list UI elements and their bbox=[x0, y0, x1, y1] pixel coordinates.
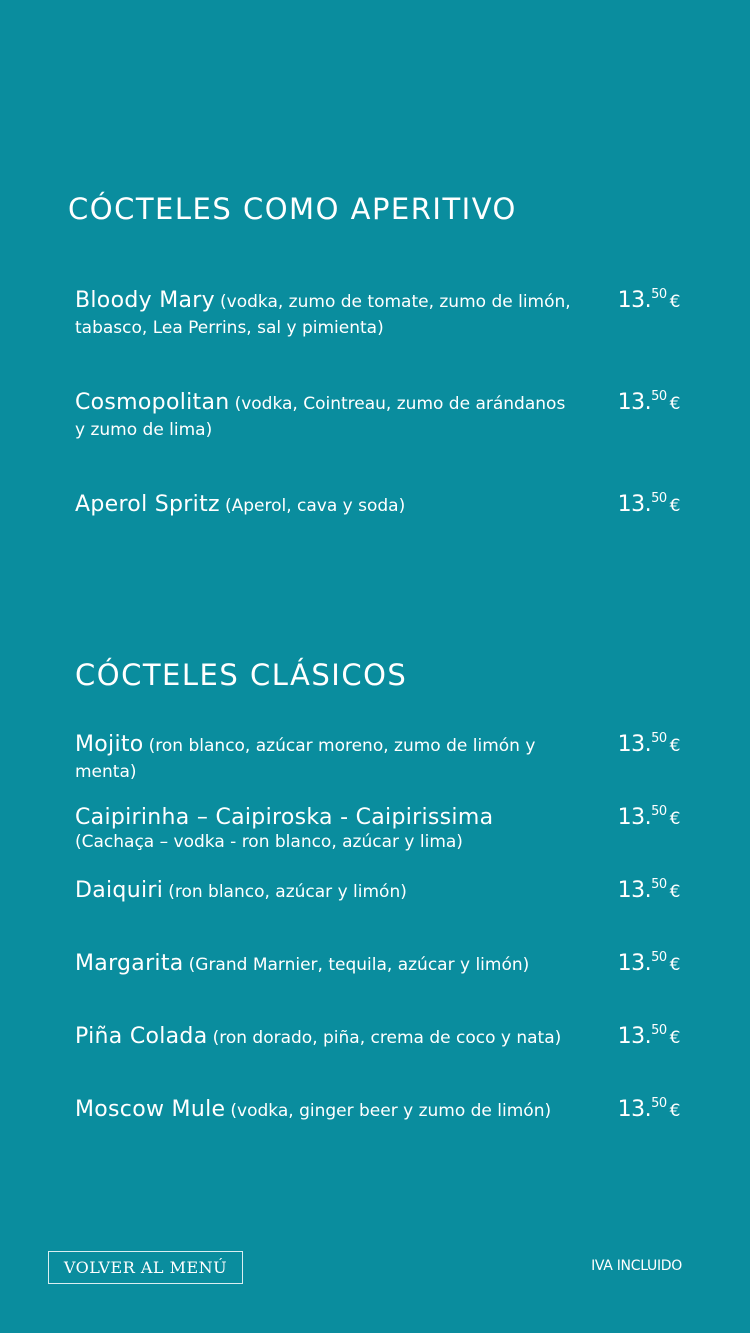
item-name: Moscow Mule bbox=[75, 1097, 226, 1122]
item-price: 13.50 € bbox=[617, 287, 680, 313]
item-text bbox=[75, 951, 595, 978]
section-title-clasicos: CÓCTELES CLÁSICOS bbox=[75, 658, 408, 692]
item-price: 13.50 € bbox=[617, 389, 680, 415]
item-text bbox=[75, 390, 575, 443]
section-title-aperitivo: CÓCTELES COMO APERITIVO bbox=[68, 192, 517, 226]
item-description: (ron dorado, piña, crema de coco y nata) bbox=[212, 1028, 562, 1048]
menu-item-bloody-mary bbox=[75, 288, 680, 341]
item-name: Margarita bbox=[75, 951, 184, 976]
item-text bbox=[75, 732, 575, 785]
menu-item-moscow-mule bbox=[75, 1097, 680, 1124]
item-price: 13.50 € bbox=[617, 877, 680, 903]
item-price: 13.50 € bbox=[617, 731, 680, 757]
item-description: (vodka, Cointreau, zumo de arándanos y zumo de lima) bbox=[75, 394, 566, 440]
menu-item-margarita bbox=[75, 951, 680, 978]
back-to-menu-button[interactable]: VOLVER AL MENÚ bbox=[48, 1251, 243, 1284]
item-price: 13.50 € bbox=[617, 1023, 680, 1049]
item-description: (vodka, ginger beer y zumo de limón) bbox=[230, 1101, 552, 1121]
item-price: 13.50 € bbox=[617, 491, 680, 517]
item-name: Mojito bbox=[75, 732, 144, 757]
item-price: 13.50 € bbox=[617, 804, 680, 830]
item-description: (ron blanco, azúcar moreno, zumo de limón y menta) bbox=[75, 736, 536, 782]
item-price: 13.50 € bbox=[617, 950, 680, 976]
item-text bbox=[75, 1097, 575, 1124]
item-text bbox=[75, 492, 575, 519]
item-name: Piña Colada bbox=[75, 1024, 208, 1049]
item-name: Bloody Mary bbox=[75, 288, 215, 313]
item-description: (Cachaça – vodka - ron blanco, azúcar y lima) bbox=[75, 832, 463, 852]
item-text bbox=[75, 878, 575, 905]
menu-item-mojito bbox=[75, 732, 680, 785]
item-description: (Grand Marnier, tequila, azúcar y limón) bbox=[188, 955, 530, 975]
tax-included-note: IVA INCLUIDO bbox=[591, 1258, 682, 1274]
item-name: Aperol Spritz bbox=[75, 492, 220, 517]
menu-item-aperol-spritz bbox=[75, 492, 680, 519]
item-name: Caipirinha – Caipiroska - Caipirissima bbox=[75, 805, 494, 830]
item-name: Cosmopolitan bbox=[75, 390, 230, 415]
item-text bbox=[75, 1024, 575, 1051]
item-text bbox=[75, 805, 575, 855]
menu-item-cosmopolitan bbox=[75, 390, 680, 443]
item-name: Daiquiri bbox=[75, 878, 164, 903]
menu-item-pina-colada bbox=[75, 1024, 680, 1051]
item-description: (vodka, zumo de tomate, zumo de limón, tabasco, Lea Perrins, sal y pimienta) bbox=[75, 292, 571, 338]
item-description: (Aperol, cava y soda) bbox=[224, 496, 406, 516]
menu-item-caipirinha bbox=[75, 805, 680, 855]
item-text bbox=[75, 288, 575, 341]
item-description: (ron blanco, azúcar y limón) bbox=[168, 882, 407, 902]
menu-item-daiquiri bbox=[75, 878, 680, 905]
item-price: 13.50 € bbox=[617, 1096, 680, 1122]
